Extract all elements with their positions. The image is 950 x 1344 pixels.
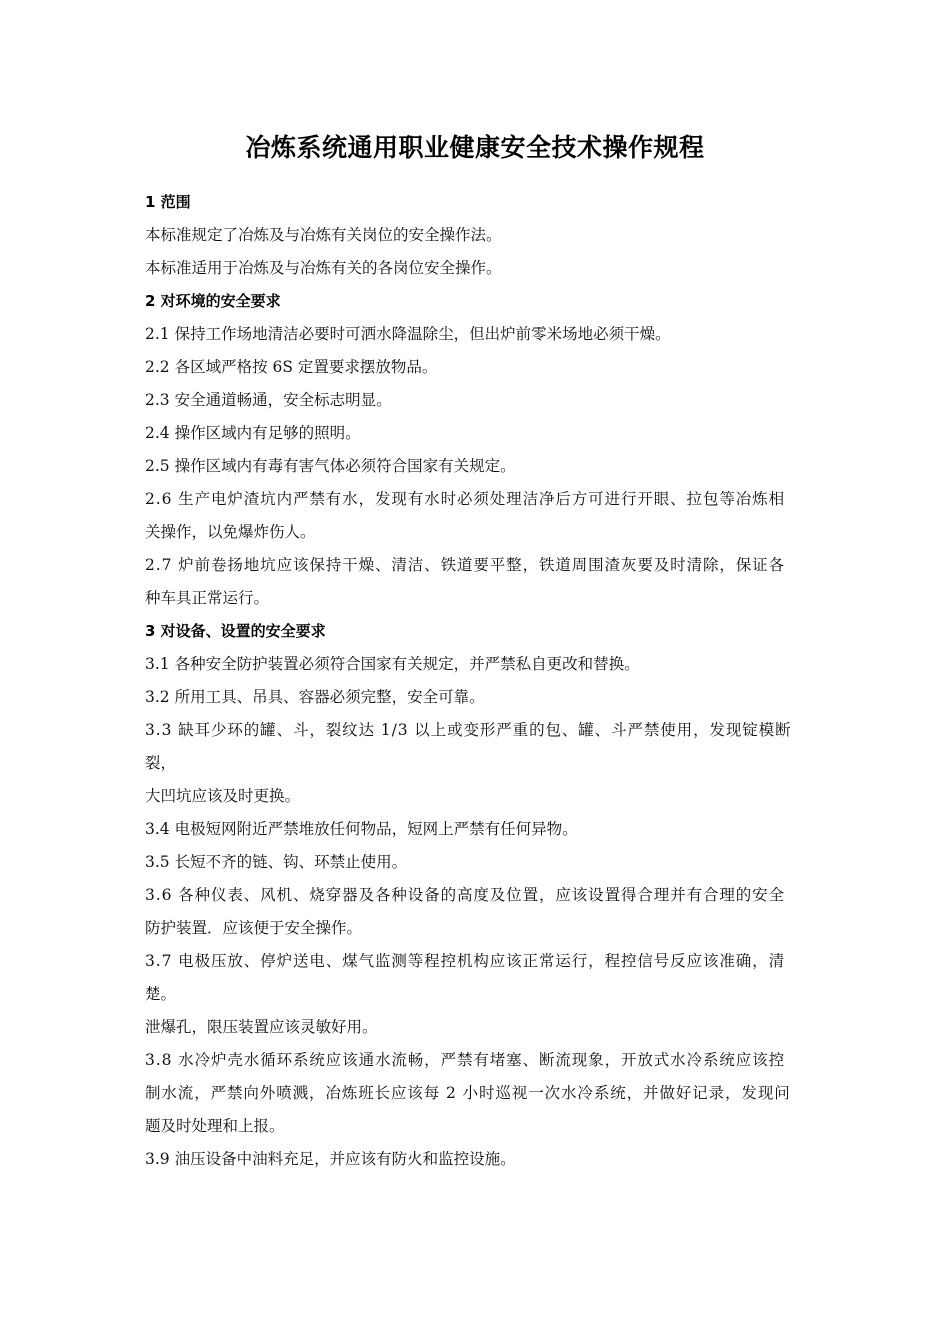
paragraph-line: 2.4 操作区域内有足够的照明。 [145,424,361,442]
paragraph-line: 大凹坑应该及时更换。 [145,787,301,805]
paragraph-line: 泄爆孔，限压装置应该灵敏好用。 [145,1018,378,1036]
paragraph-line: 防护装置．应该便于安全操作。 [145,919,363,937]
paragraph-line: 3.6 各种仪表、风机、烧穿器及各种设备的高度及位置，应该设置得合理并有合理的安全 [145,886,785,904]
paragraph-line: 3.8 水冷炉壳水循环系统应该通水流畅，严禁有堵塞、断流现象，开放式水冷系统应该控 [145,1051,785,1069]
paragraph-line: 2.2 各区域严格按 6S 定置要求摆放物品。 [145,358,438,376]
paragraph-line: 2.3 安全通道畅通，安全标志明显。 [145,391,392,409]
paragraph-line: 裂， [145,754,177,772]
section-heading-equipment: 3 对设备、设置的安全要求 [145,622,326,640]
paragraph-line: 3.1 各种安全防护装置必须符合国家有关规定，并严禁私自更改和替换。 [145,655,640,673]
paragraph-line: 3.7 电极压放、停炉送电、煤气监测等程控机构应该正常运行，程控信号反应该准确，清 [145,952,785,970]
document-body [145,186,810,1176]
paragraph-line: 3.5 长短不齐的链、钩、环禁止使用。 [145,853,408,871]
section-heading-scope: 1 范围 [145,193,191,211]
document-title: 冶炼系统通用职业健康安全技术操作规程 [245,133,705,162]
paragraph-line: 2.7 炉前卷扬地坑应该保持干燥、清洁、铁道要平整，铁道周围渣灰要及时清除，保证各 [145,556,785,574]
paragraph-line: 3.9 油压设备中油料充足，并应该有防火和监控设施。 [145,1150,516,1168]
paragraph-line: 2.5 操作区域内有毒有害气体必须符合国家有关规定。 [145,457,516,475]
paragraph-line: 3.4 电极短网附近严禁堆放任何物品，短网上严禁有任何异物。 [145,820,578,838]
paragraph-line: 题及时处理和上报。 [145,1117,285,1135]
paragraph-line: 本标准规定了冶炼及与冶炼有关岗位的安全操作法。 [145,226,502,244]
paragraph-line: 楚。 [145,985,177,1003]
paragraph-line: 2.1 保持工作场地清洁必要时可洒水降温除尘，但出炉前零米场地必须干燥。 [145,325,671,343]
paragraph-line: 本标准适用于冶炼及与冶炼有关的各岗位安全操作。 [145,259,502,277]
paragraph-line: 种车具正常运行。 [145,589,270,607]
paragraph-line: 关操作，以免爆炸伤人。 [145,523,316,541]
paragraph-line: 3.3 缺耳少环的罐、斗，裂纹达 1/3 以上或变形严重的包、罐、斗严禁使用，发现锭模断 [145,721,792,739]
paragraph-line: 3.2 所用工具、吊具、容器必须完整，安全可靠。 [145,688,485,706]
section-heading-environment: 2 对环境的安全要求 [145,292,281,310]
paragraph-line: 制水流，严禁向外喷溅，冶炼班长应该每 2 小时巡视一次水冷系统，并做好记录，发现问 [145,1084,791,1102]
paragraph-line: 2.6 生产电炉渣坑内严禁有水，发现有水时必须处理洁净后方可进行开眼、拉包等冶炼相 [145,490,785,508]
